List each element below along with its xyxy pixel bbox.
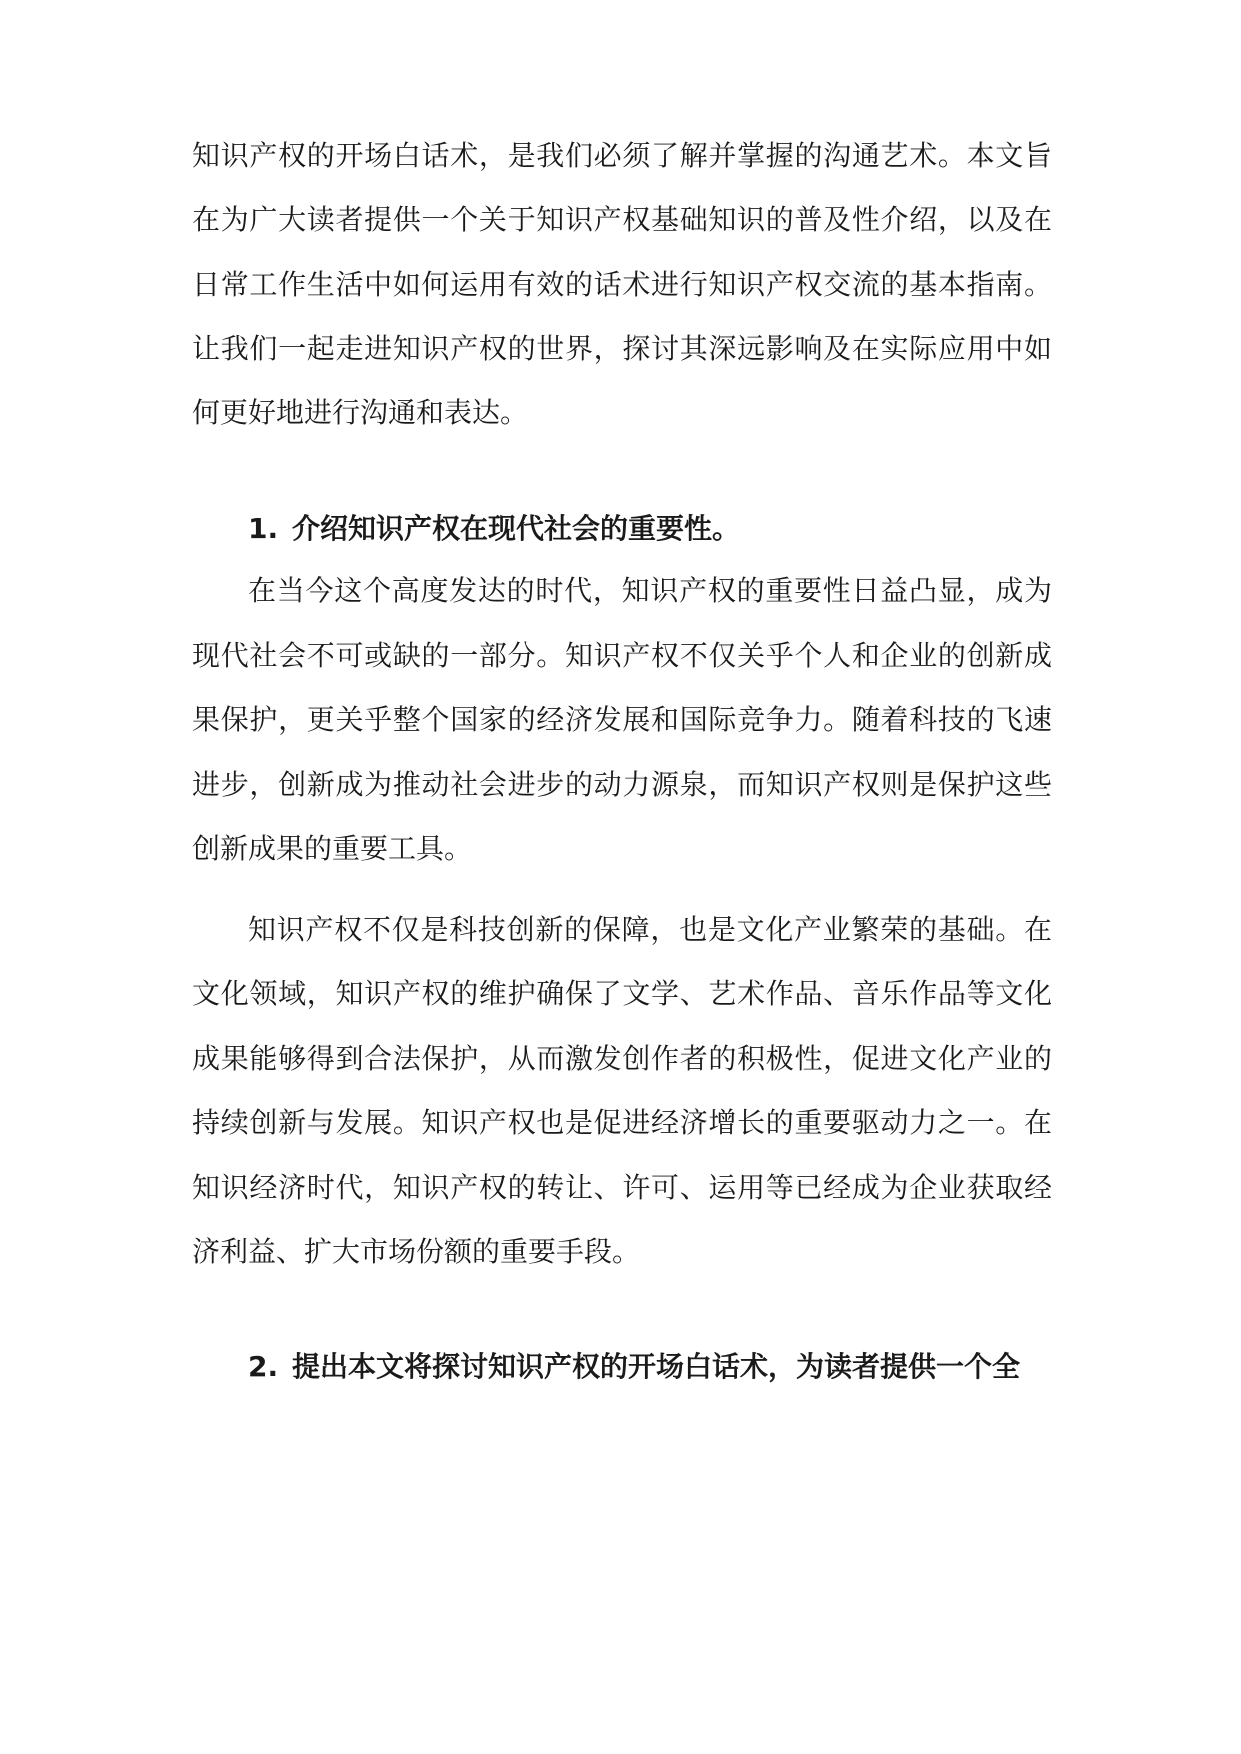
s1-p2-line-5: 知识经济时代，知识产权的转让、许可、运用等已经成为企业获取经 <box>192 1171 1052 1204</box>
intro-line-3: 日常工作生活中如何运用有效的话术进行知识产权交流的基本指南。 <box>192 268 1052 301</box>
s1-p2-line-6: 济利益、扩大市场份额的重要手段。 <box>192 1235 641 1268</box>
section-1-title: 介绍知识产权在现代社会的重要性。 <box>292 512 741 545</box>
intro-line-2: 在为广大读者提供一个关于知识产权基础知识的普及性介绍，以及在 <box>192 203 1052 236</box>
s1-p1-line-3: 果保护，更关乎整个国家的经济发展和国际竞争力。随着科技的飞速 <box>192 703 1052 736</box>
intro-line-4: 让我们一起走进知识产权的世界，探讨其深远影响及在实际应用中如 <box>192 332 1052 365</box>
s1-p1-line-5: 创新成果的重要工具。 <box>192 832 473 865</box>
s1-p1-line-1: 在当今这个高度发达的时代，知识产权的重要性日益凸显，成为 <box>248 574 1052 607</box>
section-2-heading <box>248 1347 1052 1387</box>
section-1-heading <box>248 509 1052 549</box>
s1-p1-line-4: 进步，创新成为推动社会进步的动力源泉，而知识产权则是保护这些 <box>192 768 1052 801</box>
s1-p2-line-1: 知识产权不仅是科技创新的保障，也是文化产业繁荣的基础。在 <box>248 913 1052 946</box>
s1-p2-line-2: 文化领域，知识产权的维护确保了文学、艺术作品、音乐作品等文化 <box>192 977 1052 1010</box>
intro-line-1: 知识产权的开场白话术，是我们必须了解并掌握的沟通艺术。本文旨 <box>192 139 1052 172</box>
s1-p2-line-4: 持续创新与发展。知识产权也是促进经济增长的重要驱动力之一。在 <box>192 1106 1052 1139</box>
intro-line-5: 何更好地进行沟通和表达。 <box>192 396 529 429</box>
s1-p2-line-3: 成果能够得到合法保护，从而激发创作者的积极性，促进文化产业的 <box>192 1042 1052 1075</box>
section-2-title: 提出本文将探讨知识产权的开场白话术，为读者提供一个全 <box>292 1350 1021 1383</box>
section-1-number: 1. <box>248 512 279 545</box>
section-2-number: 2. <box>248 1350 279 1383</box>
s1-p1-line-2: 现代社会不可或缺的一部分。知识产权不仅关乎个人和企业的创新成 <box>192 639 1052 672</box>
